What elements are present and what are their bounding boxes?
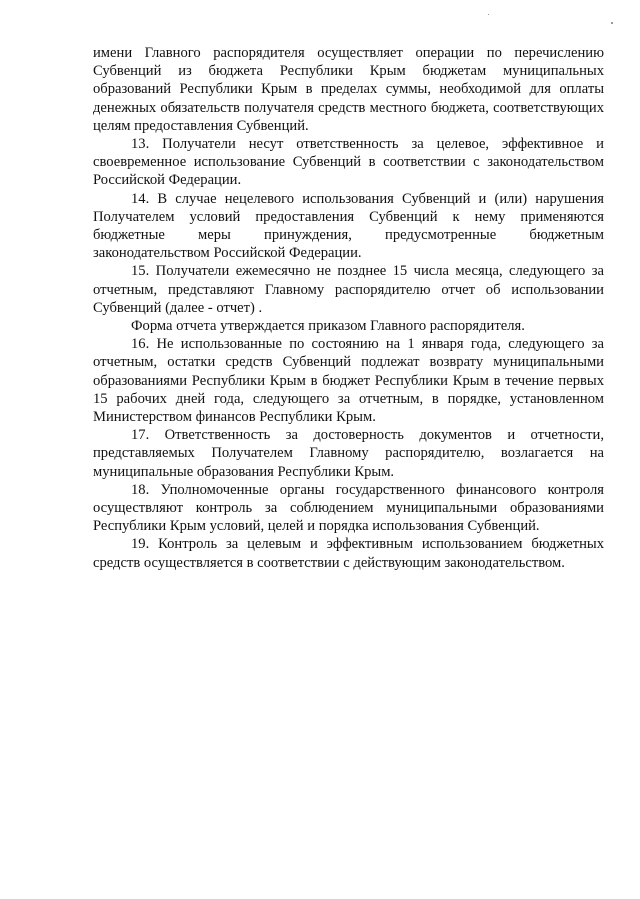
paragraph-report-form: Форма отчета утверждается приказом Главного распорядителя. — [131, 318, 525, 335]
paragraph-14: 14. В случае нецелевого использования Субвенций и (или) нарушения Получателем условий предоставления Субвенций к нему применяются бюджетные меры принуждения, предусмотренные бюджетным законодательством Российской Федерации. — [93, 190, 604, 262]
paragraph-continuation: имени Главного распорядителя осуществляет операции по перечислению Субвенций из бюджета Республики Крым бюджетам муниципальных образований Республики Крым в пределах суммы, необходимой для оплаты денежных обязательств получателя средств местного бюджета, соответствующих целям предоставления Субвенций. — [93, 45, 604, 134]
scan-speck — [611, 22, 613, 24]
paragraph-19: 19. Контроль за целевым и эффективным использованием бюджетных средств осуществляется в соответствии с действующим законодательством. — [93, 536, 604, 571]
paragraph-17: 17. Ответственность за достоверность документов и отчетности, представляемых Получателем Главному распорядителю, возлагается на муниципальные образования Республики Крым. — [93, 427, 604, 480]
paragraph-15: 15. Получатели ежемесячно не позднее 15 числа месяца, следующего за отчетным, представляют Главному распорядителю отчет об использовании Субвенций (далее - отчет) . — [93, 263, 604, 316]
paragraph-18: 18. Уполномоченные органы государственного финансового контроля осуществляют контроль за соблюдением муниципальными образованиями Республики Крым условий, целей и порядка использования Субвенций. — [93, 481, 604, 535]
paragraph-13: 13. Получатели несут ответственность за целевое, эффективное и своевременное использование Субвенций в соответствии с законодательством Российской Федерации. — [93, 136, 604, 189]
paragraph-16: 16. Не использованные по состоянию на 1 января года, следующего за отчетным, остатки средств Субвенций подлежат возврату муниципальными образованиями Республики Крым в бюджет Республики Крым в течение первых 15 рабочих дней года, следующего за отчетным, в порядке, установленном Министерством финансов Республики Крым. — [93, 336, 604, 426]
scan-speck — [488, 14, 489, 15]
